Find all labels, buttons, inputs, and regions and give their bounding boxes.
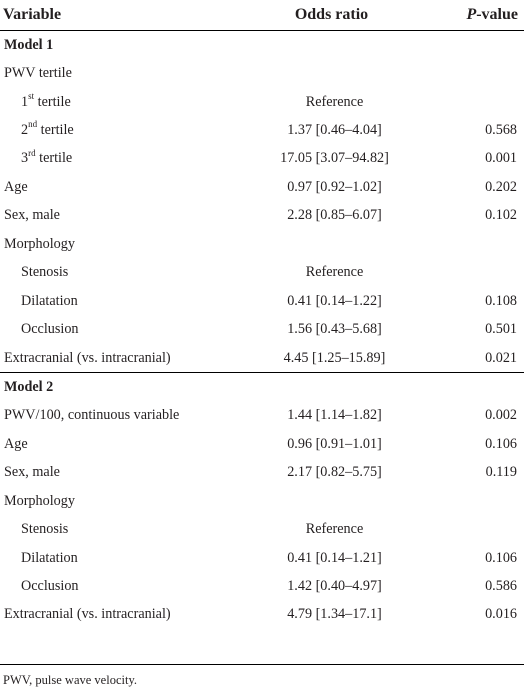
p-value-cell: 0.108	[485, 292, 517, 309]
variable-cell	[0, 315, 236, 343]
odds-ratio-cell	[236, 373, 419, 402]
table-row	[0, 430, 524, 458]
variable-cell	[0, 202, 236, 230]
p-value-cell: 0.106	[485, 549, 517, 566]
variable-label: 1	[21, 93, 29, 110]
table-row	[0, 287, 524, 315]
odds-ratio-cell: 1.42 [0.40–4.97]	[287, 578, 382, 595]
header-p-value	[419, 0, 524, 31]
p-value-cell: 0.001	[485, 150, 517, 167]
odds-ratio-cell: 1.56 [0.43–5.68]	[287, 321, 382, 338]
p-value-cell: 0.501	[485, 321, 517, 338]
p-value-cell	[419, 230, 524, 258]
variable-label: Model 2	[4, 378, 54, 395]
variable-label: PWV tertile	[4, 65, 72, 82]
variable-label: Model 1	[4, 36, 54, 53]
variable-cell	[0, 145, 236, 173]
p-value-cell: 0.016	[485, 606, 517, 623]
variable-cell	[0, 572, 236, 600]
p-value-cell: 0.002	[485, 407, 517, 424]
variable-label: Sex, male	[4, 207, 60, 224]
odds-ratio-cell: 0.97 [0.92–1.02]	[287, 178, 382, 195]
p-value-cell: 0.586	[485, 578, 517, 595]
variable-cell	[0, 544, 236, 572]
model-heading-row	[0, 373, 524, 402]
p-value-cell: 0.568	[485, 122, 517, 139]
variable-cell	[0, 116, 236, 144]
header-variable: Variable	[0, 0, 236, 31]
header-p-suffix: -value	[476, 6, 518, 23]
table-row	[0, 88, 524, 116]
table-header-row	[0, 0, 524, 31]
ordinal-suffix: rd	[28, 147, 36, 158]
variable-label: Age	[4, 178, 28, 195]
variable-label: Extracranial (vs. intracranial)	[4, 349, 171, 366]
odds-ratio-cell: 1.37 [0.46–4.04]	[287, 122, 382, 139]
variable-cell	[0, 173, 236, 201]
variable-label: 2	[21, 122, 29, 139]
variable-label: Stenosis	[21, 521, 69, 538]
odds-ratio-cell: Reference	[305, 93, 364, 110]
variable-cell	[0, 459, 236, 487]
odds-ratio-cell	[236, 230, 419, 258]
table-row	[0, 202, 524, 230]
variable-label-tail: tertile	[35, 150, 73, 167]
variable-label: Sex, male	[4, 464, 60, 481]
variable-label-tail: tertile	[37, 122, 74, 139]
ordinal-suffix: st	[28, 90, 35, 101]
odds-ratio-cell: Reference	[305, 521, 364, 538]
variable-cell	[0, 515, 236, 543]
table-row	[0, 459, 524, 487]
table-row	[0, 487, 524, 515]
table-row	[0, 145, 524, 173]
variable-label: Morphology	[4, 492, 75, 509]
p-value-cell	[419, 487, 524, 515]
ordinal-suffix: nd	[28, 119, 38, 130]
table-row	[0, 344, 524, 373]
odds-ratio-cell: 4.45 [1.25–15.89]	[283, 349, 386, 366]
table-footnote: PWV, pulse wave velocity.	[0, 664, 524, 688]
p-value-cell: 0.202	[485, 178, 517, 195]
odds-ratio-cell: 17.05 [3.07–94.82]	[280, 150, 389, 167]
p-value-cell: 0.102	[485, 207, 517, 224]
odds-ratio-cell	[236, 31, 419, 60]
variable-cell	[0, 59, 236, 87]
variable-cell	[0, 487, 236, 515]
table-row	[0, 402, 524, 430]
p-value-cell	[419, 88, 524, 116]
table-row	[0, 230, 524, 258]
variable-cell	[0, 344, 236, 373]
variable-cell	[0, 230, 236, 258]
variable-label: Extracranial (vs. intracranial)	[4, 606, 171, 623]
odds-ratio-cell: Reference	[305, 264, 364, 281]
odds-ratio-cell: 1.44 [1.14–1.82]	[287, 407, 382, 424]
variable-cell	[0, 601, 236, 629]
variable-cell	[0, 430, 236, 458]
odds-ratio-cell: 2.17 [0.82–5.75]	[287, 464, 382, 481]
table-row	[0, 173, 524, 201]
p-value-cell	[419, 515, 524, 543]
odds-ratio-cell: 0.96 [0.91–1.01]	[287, 435, 382, 452]
odds-ratio-cell: 2.28 [0.85–6.07]	[287, 207, 382, 224]
table-row	[0, 601, 524, 629]
variable-label: 3	[21, 150, 29, 167]
table-row	[0, 572, 524, 600]
variable-label: Occlusion	[21, 578, 79, 595]
table-row	[0, 59, 524, 87]
p-value-cell: 0.119	[485, 464, 517, 481]
header-p-prefix: P	[466, 6, 477, 23]
variable-label: Stenosis	[21, 264, 69, 281]
variable-cell	[0, 402, 236, 430]
table-row	[0, 544, 524, 572]
odds-ratio-cell: 4.79 [1.34–17.1]	[287, 606, 382, 623]
p-value-cell	[419, 59, 524, 87]
table-row	[0, 515, 524, 543]
p-value-cell: 0.021	[485, 349, 517, 366]
variable-label: Age	[4, 435, 28, 452]
odds-ratio-cell: 0.41 [0.14–1.21]	[287, 549, 382, 566]
table-body	[0, 31, 524, 630]
p-value-cell	[419, 373, 524, 402]
odds-ratio-cell: 0.41 [0.14–1.22]	[287, 292, 382, 309]
table-row	[0, 116, 524, 144]
variable-label: Dilatation	[21, 292, 78, 309]
variable-cell	[0, 88, 236, 116]
variable-cell	[0, 287, 236, 315]
variable-label: Morphology	[4, 235, 75, 252]
table-row	[0, 259, 524, 287]
odds-ratio-cell	[236, 59, 419, 87]
variable-cell	[0, 31, 236, 60]
p-value-cell	[419, 31, 524, 60]
model-heading-row	[0, 31, 524, 60]
p-value-cell	[419, 259, 524, 287]
variable-label: Dilatation	[21, 549, 78, 566]
variable-label: PWV/100, continuous variable	[4, 407, 180, 424]
variable-label-tail: tertile	[34, 93, 71, 110]
variable-cell	[0, 373, 236, 402]
odds-ratio-cell	[236, 487, 419, 515]
p-value-cell: 0.106	[485, 435, 517, 452]
variable-cell	[0, 259, 236, 287]
variable-label: Occlusion	[21, 321, 79, 338]
table-row	[0, 315, 524, 343]
header-odds-ratio: Odds ratio	[236, 0, 419, 31]
